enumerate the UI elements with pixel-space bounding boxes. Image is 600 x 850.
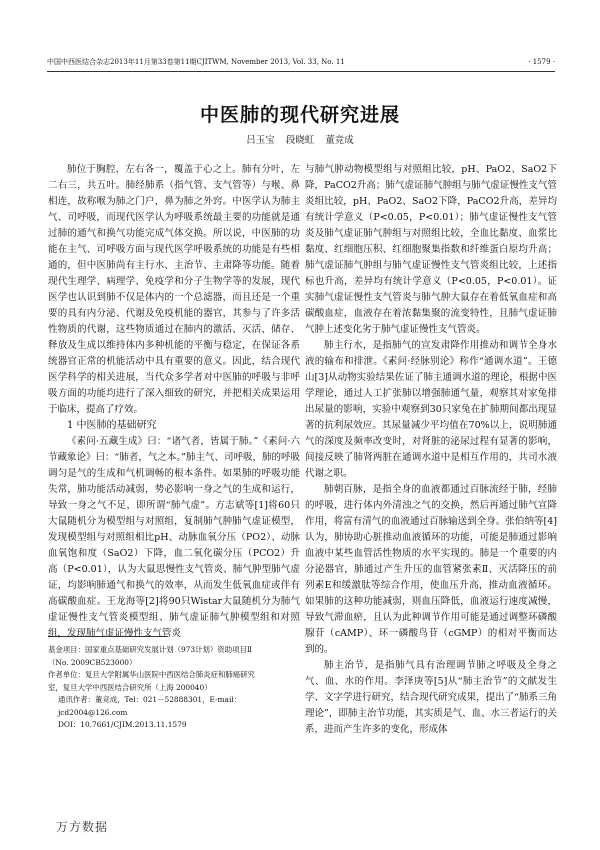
affiliation-note: 作者单位：复旦大学附属华山医院中西医结合肺炎症和肺癌研究 [48, 670, 255, 679]
page-number: · 1579 · [528, 58, 555, 66]
left-column [48, 162, 300, 642]
regulation-paragraph: 肺主治节，是指肺气具有治理调节肺之呼吸及全身之气、血、水的作用。李泽庚等[5]从“肺主治节”的文献发生学、文字学进行研究，结合现代研究成果，提出了“肺系三角理论”，即肺主治节功能，其实质是气、血、水三者运行的关系，进而产生许多的变化，形成体 [305, 660, 557, 735]
continued-paragraph: 与肺气肿动物模型组与对照组比较，pH、PaO2、SaO2下降，PaCO2升高；肺气虚证肺气肿组与肺气虚证慢性支气管炎组比较，pH、PaO2、SaO2下降，PaCO2升高，差异均有统计学意义（P<0.05，P<0.01）；肺气虚证慢性支气管炎及肺气虚证肺气肿组与对照组比较，全血比黏度、血浆比黏度、红细胞压积、红细胞聚集指数和纤维蛋白原均升高；肺气虚证肺气肿组与肺气虚证慢性支气管炎组比较，上述指标也升高，差异均有统计学意义（P<0.05，P<0.01）。证实肺气虚证慢性支气管炎与肺气肿大鼠存在着低氧血症和高碳酸血症，血液存在着浓黏集聚的流变特性，且肺气虚证肺气肿上述变化劣于肺气虚证慢性支气管炎。 [305, 164, 557, 335]
section-heading: 1 中医肺的基础研究 [67, 420, 157, 431]
article-title: 中医肺的现代研究进展 [199, 104, 400, 126]
footnote-divider [48, 636, 168, 637]
right-column [305, 162, 557, 738]
section-paragraph: 《素问·五藏生成》曰：“诸气者，皆属于肺。”《素问·六节藏象论》曰：“肺者，气之本。”肺主气、司呼吸，肺的呼吸调匀是气的生成和气机调畅的根本条件。如果肺的呼吸功能失常，肺功能活动减弱，势必影响一身之气的生成和运行，导致一身之气不足，即所谓“肺气虚”。方志斌等[1]将60只大鼠随机分为模型组与对照组，复制肺气肿肺气虚证模型，发现模型组与对照组相比pH、动脉血氧分压（PO2）、动脉血氧饱和度（SaO2）下降，血二氧化碳分压（PCO2）升高（P<0.01），认为大鼠思慢性支气管炎、肺气肿型肺气虚证，均影响肺通气和换气的效率，从而发生低氧血症或伴有高碳酸血症。王龙海等[2]将90只Wistar大鼠随机分为肺气虚证慢性支气管炎模型组、肺气虚证肺气肿模型组和对照组，发现肺气虚证慢性支气管炎 [48, 436, 300, 639]
watermark: 万方数据 [56, 820, 109, 834]
blood-vessel-paragraph: 肺朝百脉，是指全身的血液都通过百脉流经于肺，经肺的呼吸，进行体内外清浊之气的交换，然后再通过肺气宣降作用，将富有清气的血液通过百脉输送到全身。张伯纳等[4]认为，肺协助心脏推动血液循环的功能，可能是肺通过影响血液中某些血管活性物质的水平实现的。肺是一个重要的内分泌器官，肺通过产生升压的血管紧张素Ⅱ、灭活降压的前列素E和缓激肽等综合作用，使血压升高，推动血液循环。如果肺的这种功能减弱，则血压降低，血液运行速度减慢，导致气滞血瘀，且认为此种调节作用可能是通过调整环磷酸腺苷（cAMP）、环一磷酸鸟苷（cGMP）的相对平衡而达到的。 [305, 484, 557, 655]
water-paragraph: 肺主行水，是指肺气的宣发肃降作用推动和调节全身水液的输布和排泄。《素问·经脉别论》称作“通调水道”。王德山[3]从动物实验结果佐证了肺主通调水道的理论，根据中医学理论，通过人工扩张肺以增强肺通气量，观察其对家兔排出尿量的影响，实验中观察到30只家兔在扩肺期间都出现显著的抗利尿效应。其尿量减少平均值在70%以上，说明肺通气的深度及频率改变时，对肾脏的泌尿过程有显著的影响，间接反映了肺肾两脏在通调水道中是相互作用的，共司水液代谢之职。 [305, 340, 557, 479]
intro-paragraph: 肺位于胸腔，左右各一，覆盖于心之上。肺有分叶，左二右三，共五叶。肺经肺系（指气管、支气管等）与喉、鼻相连，故称喉为肺之门户，鼻为肺之外窍。中医学认为肺主气、司呼吸，而现代医学认为呼吸系统最主要的功能就是通过肺的通气和换气功能完成气体交换。所以说，中医肺的功能在主气、司呼吸方面与现代医学呼吸系统的功能是有些相通的，但中医肺尚有主行水、主治节、主肃降等功能。随着现代生理学、病理学、免疫学和分子生物学等的发展，现代医学也认识到肺不仅是体内的一个总滤器，而且还是一个重要的具有内分泌、代谢及免疫机能的器官，其参与了许多活性物质的代谢，这些物质通过在肺内的激活、灭活、储存、释放及生成以维持体内多种机能的平衡与稳定，在保证各系统器官正常的机能活动中具有重要的意义。因此，结合现代医学科学的相关进展，当代众多学者对中医肺的呼吸与非呼吸方面的功能均进行了深入细致的研究，并把相关成果运用于临床，提高了疗效。 [48, 164, 300, 415]
article-authors: 吕玉宝 段晓虹 董竞成 [246, 135, 354, 146]
footnotes [48, 644, 300, 732]
affiliation-note-cont: 室，复旦大学中西医结合研究所（上海 200040） [48, 682, 212, 692]
running-header [47, 58, 555, 72]
doi-note: DOI：10.7661/CJIM.2013.11.1579 [58, 720, 187, 729]
correspondence-note: 通讯作者：董竞成，Tel：021－52888301，E-mail：jcd2004@126.com [58, 695, 242, 717]
fund-note-number: （No. 2009CB523000） [48, 657, 137, 667]
fund-note: 基金项目：国家重点基础研究发展计划（973计划）资助项目Ⅱ [48, 645, 252, 654]
journal-citation: 中国中西医结合杂志2013年11月第33卷第11期CJITWM, November 2013, Vol. 33, No. 11 [47, 58, 345, 66]
